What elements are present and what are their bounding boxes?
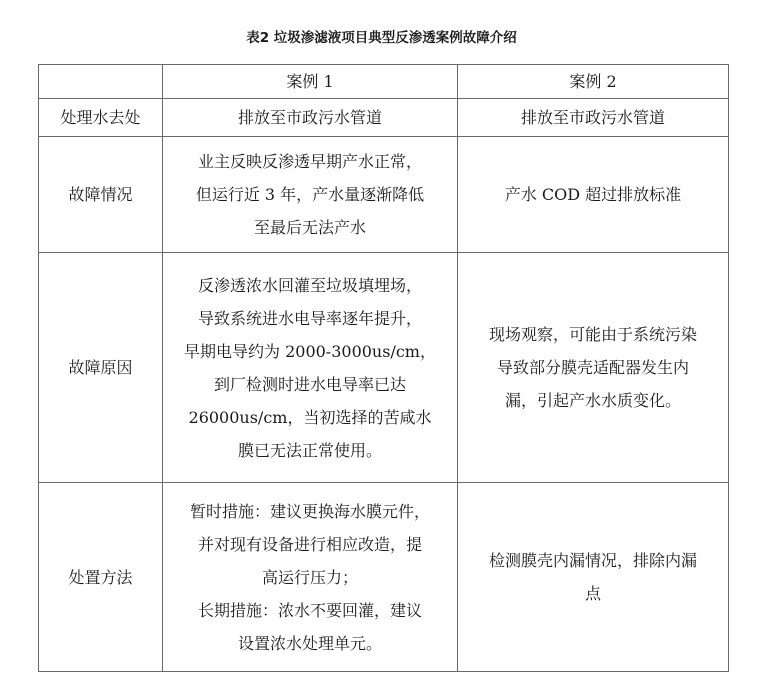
row-label: 处置方法 <box>39 483 163 672</box>
cell-line: 26000us/cm，当初选择的苦咸水 <box>188 407 432 427</box>
cell-line: 导致部分膜壳适配器发生内 <box>496 358 689 377</box>
cell-line: 业主反映反渗透早期产水正常， <box>197 152 422 171</box>
case2-cell <box>458 483 729 672</box>
case1-cell <box>163 483 458 672</box>
cell-line: 导致系统进水电导率逐年提升， <box>197 308 422 328</box>
table-row <box>39 137 729 253</box>
cell-line: 到厂检测时进水电导率已达 <box>213 374 406 394</box>
case1-cell <box>163 99 458 137</box>
cell-line: 但运行近 3 年，产水量逐渐降低 <box>195 185 425 204</box>
cell-line: 排放至市政污水管道 <box>237 107 382 127</box>
cell-line: 至最后无法产水 <box>253 218 366 237</box>
case2-cell <box>458 137 729 253</box>
case1-cell <box>163 253 458 483</box>
table-header-row <box>39 65 729 99</box>
cell-line: 产水 COD 超过排放标准 <box>504 185 682 204</box>
case2-cell <box>458 99 729 137</box>
cell-line: 膜已无法正常使用。 <box>237 440 382 460</box>
cell-line: 高运行压力； <box>261 567 358 587</box>
cell-line: 早期电导约为 2000-3000us/cm， <box>184 341 436 361</box>
cell-line: 检测膜壳内漏情况，排除内漏 <box>488 551 697 570</box>
cell-line: 点 <box>584 584 601 603</box>
fault-case-table <box>38 64 729 672</box>
cell-line: 反渗透浓水回灌至垃圾填埋场， <box>197 275 422 295</box>
header-case1: 案例 1 <box>163 65 458 99</box>
table-row <box>39 99 729 137</box>
cell-line: 漏，引起产水水质变化。 <box>504 391 681 410</box>
row-label: 故障原因 <box>39 253 163 483</box>
row-label: 故障情况 <box>39 137 163 253</box>
table-row <box>39 253 729 483</box>
cell-line: 暂时措施：建议更换海水膜元件， <box>189 501 430 521</box>
cell-line: 现场观察，可能由于系统污染 <box>488 325 697 344</box>
case2-cell <box>458 253 729 483</box>
cell-line: 并对现有设备进行相应改造，提 <box>197 534 422 554</box>
row-label: 处理水去处 <box>39 99 163 137</box>
header-case2: 案例 2 <box>458 65 729 99</box>
cell-line: 排放至市政污水管道 <box>520 107 665 127</box>
case1-cell <box>163 137 458 253</box>
header-blank-cell <box>39 65 163 99</box>
cell-line: 长期措施：浓水不要回灌，建议 <box>197 600 422 620</box>
cell-line: 设置浓水处理单元。 <box>237 633 382 653</box>
table-caption: 表2 垃圾渗滤液项目典型反渗透案例故障介绍 <box>246 30 517 46</box>
table-row <box>39 483 729 672</box>
